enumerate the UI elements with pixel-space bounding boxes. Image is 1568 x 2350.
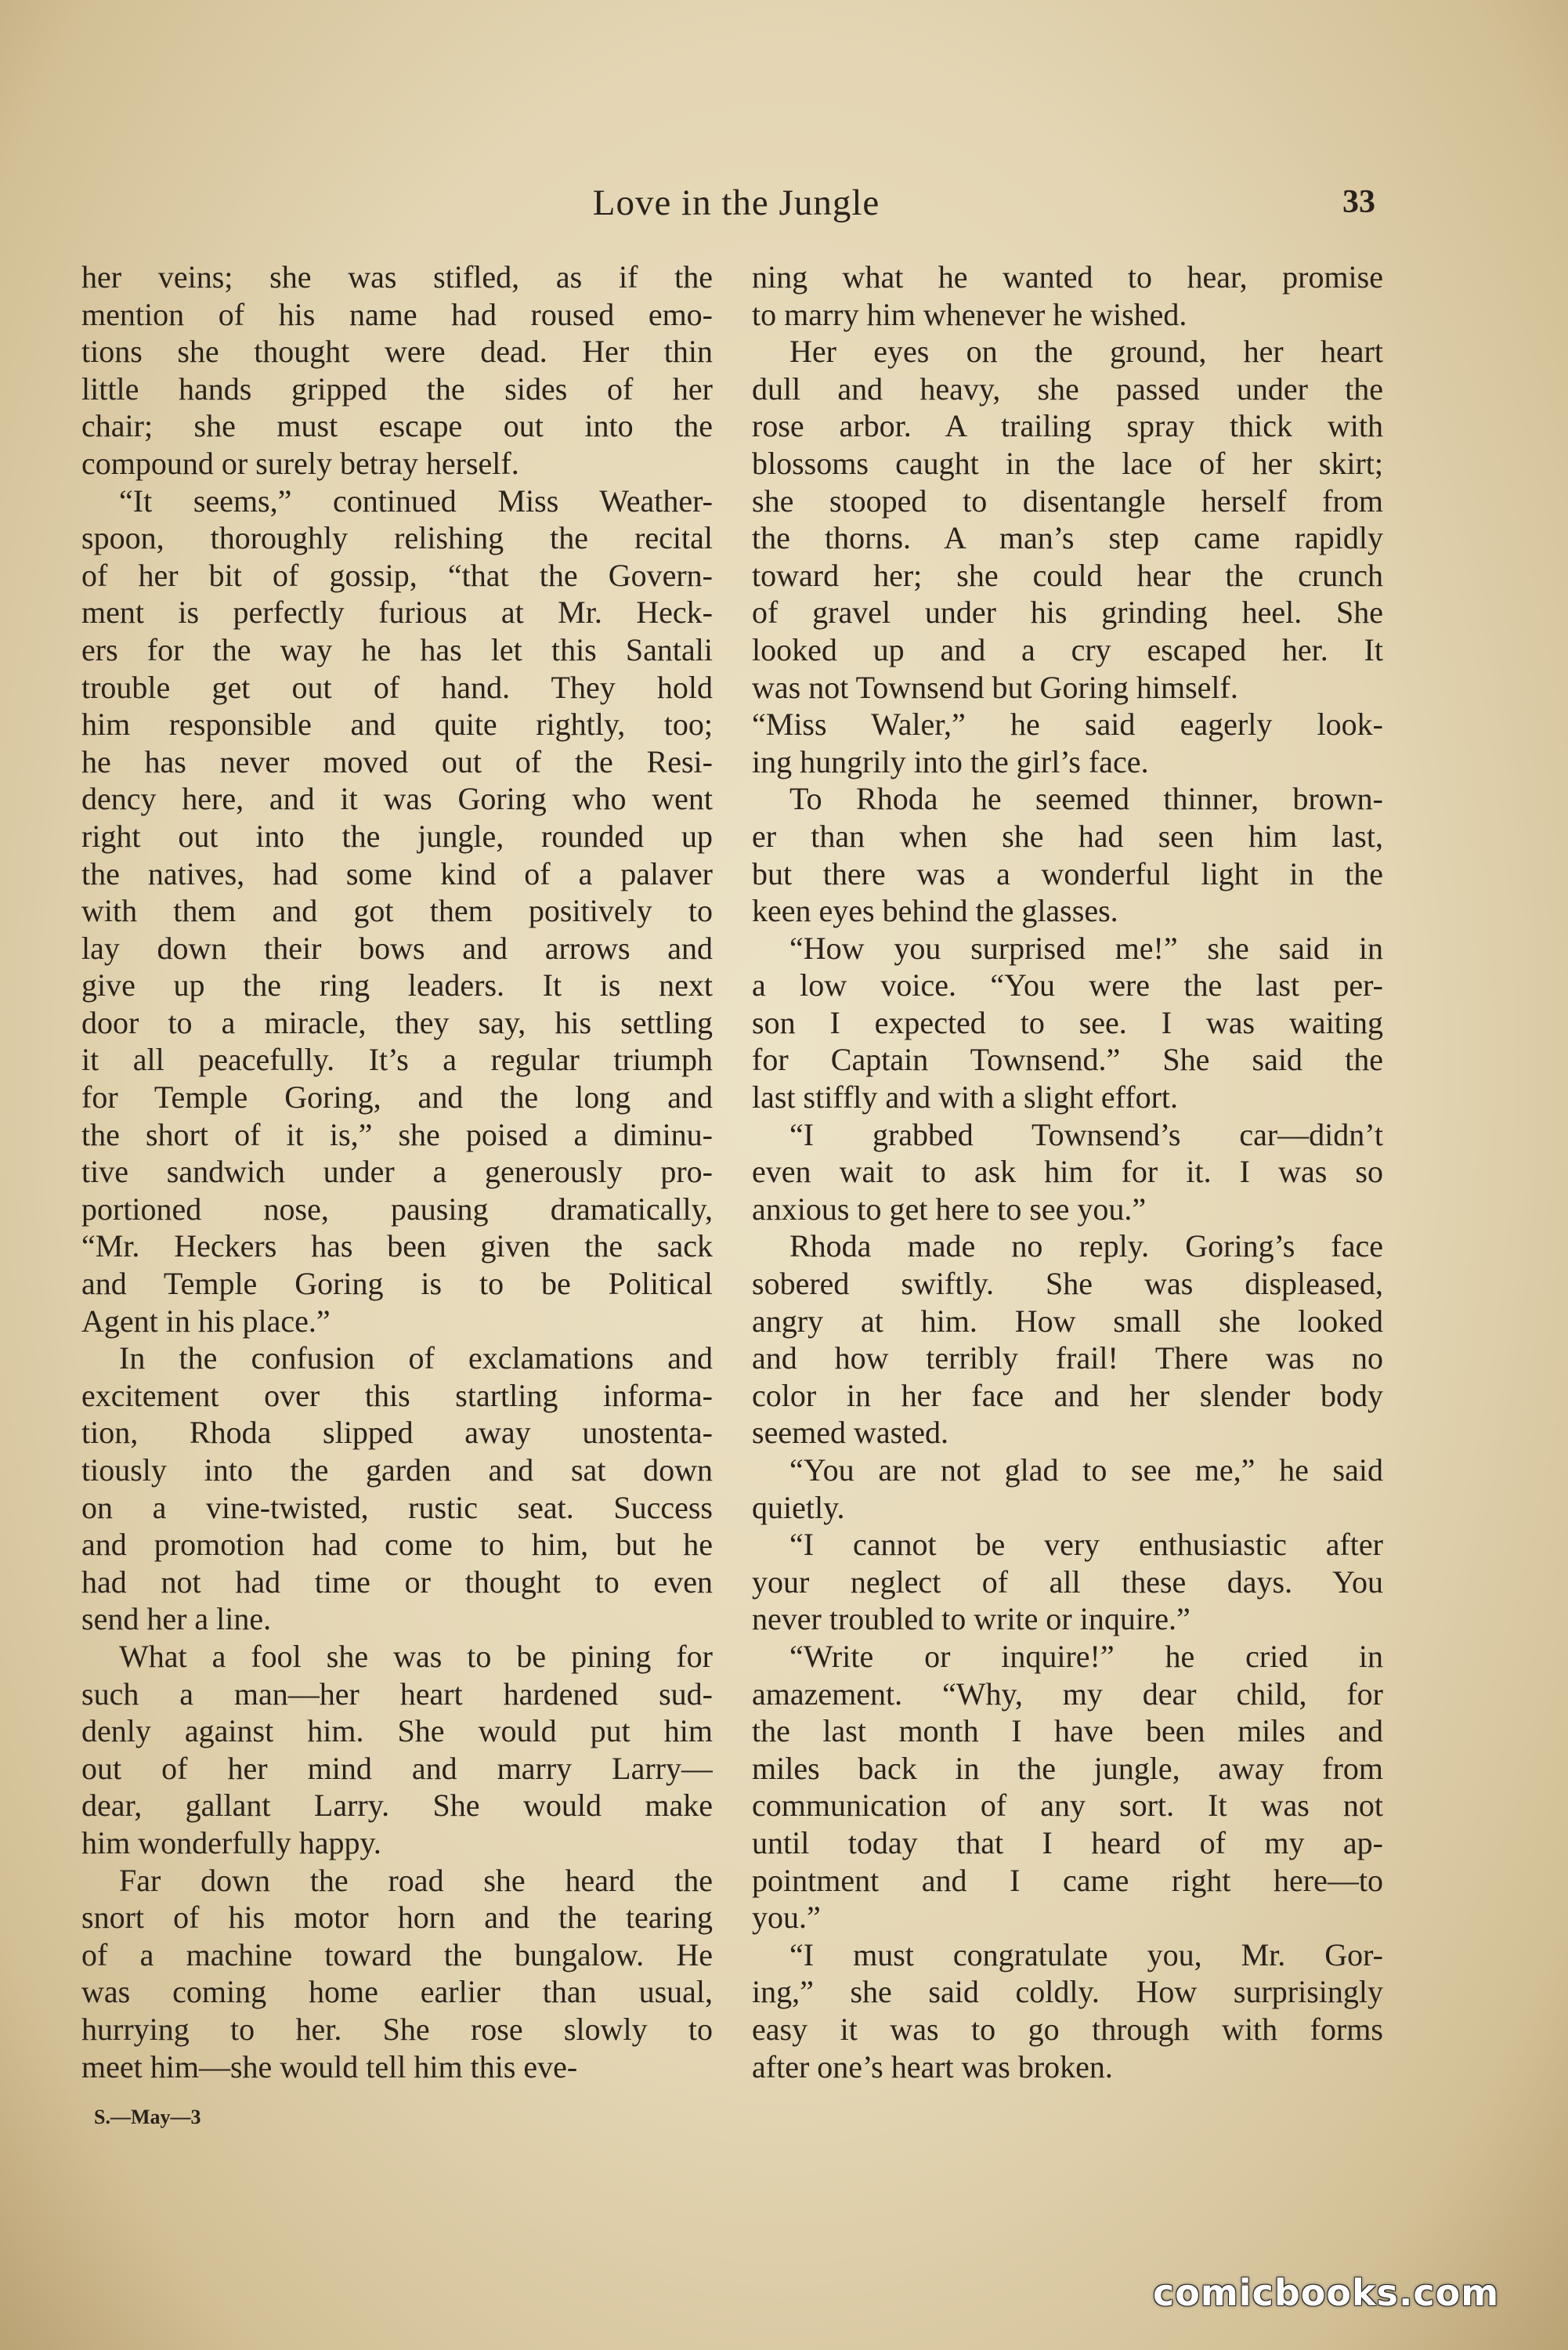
text-line: dear, gallant Larry. She would make: [81, 1788, 713, 1824]
text-line: after one’s heart was broken.: [752, 2048, 1113, 2084]
text-line: tiously into the garden and sat down: [81, 1452, 713, 1488]
text-line: “I grabbed Townsend’s car—didn’t: [789, 1116, 1383, 1152]
text-line: quietly.: [752, 1489, 845, 1525]
text-line: but there was a wonderful light in the: [752, 855, 1383, 891]
text-line: “I must congratulate you, Mr. Gor-: [789, 1936, 1383, 1972]
page-number: 33: [1342, 184, 1375, 220]
text-line: was not Townsend but Goring himself.: [752, 669, 1238, 705]
text-line: her veins; she was stifled, as if the: [81, 259, 713, 295]
text-line: son I expected to see. I was waiting: [752, 1004, 1383, 1040]
text-line: communication of any sort. It was not: [752, 1788, 1383, 1824]
text-line: ers for the way he has let this Santali: [81, 631, 713, 667]
text-line: the last month I have been miles and: [752, 1713, 1383, 1749]
text-line: spoon, thoroughly relishing the recital: [81, 520, 713, 556]
text-line: trouble get out of hand. They hold: [81, 669, 713, 705]
text-line: to marry him whenever he wished.: [752, 296, 1187, 332]
text-line: anxious to get here to see you.”: [752, 1191, 1147, 1227]
text-line: angry at him. How small she looked: [752, 1303, 1383, 1339]
text-line: meet him—she would tell him this eve-: [81, 2048, 578, 2084]
text-line: snort of his motor horn and the tearing: [81, 1900, 713, 1936]
text-line: easy it was to go through with forms: [752, 2011, 1383, 2047]
text-line: Far down the road she heard the: [119, 1862, 713, 1898]
right-text-column: [752, 258, 1383, 2085]
text-line: “I cannot be very enthusiastic after: [789, 1527, 1383, 1563]
text-line: ment is perfectly furious at Mr. Heck-: [81, 595, 713, 631]
text-line: had not had time or thought to even: [81, 1564, 713, 1600]
text-line: of gravel under his grinding heel. She: [752, 595, 1383, 631]
text-line: dull and heavy, she passed under the: [752, 371, 1383, 407]
text-line: of her bit of gossip, “that the Govern-: [81, 557, 713, 593]
running-title: Love in the Jungle: [592, 183, 880, 223]
text-line: ing,” she said coldly. How surprisingly: [752, 1974, 1383, 2010]
text-line: door to a miracle, they say, his settling: [81, 1004, 713, 1040]
text-line: last stiffly and with a slight effort.: [752, 1079, 1179, 1115]
text-line: Rhoda made no reply. Goring’s face: [789, 1228, 1383, 1264]
text-line: it all peacefully. It’s a regular triumph: [81, 1042, 713, 1078]
text-line: even wait to ask him for it. I was so: [752, 1154, 1383, 1190]
text-line: the thorns. A man’s step came rapidly: [752, 520, 1383, 556]
text-line: out of her mind and marry Larry—: [81, 1750, 713, 1786]
text-line: rose arbor. A trailing spray thick with: [752, 408, 1383, 444]
text-line: keen eyes behind the glasses.: [752, 893, 1118, 929]
text-line: tions she thought were dead. Her thin: [81, 334, 713, 370]
text-line: amazement. “Why, my dear child, for: [752, 1676, 1383, 1712]
text-line: was coming home earlier than usual,: [81, 1974, 713, 2010]
text-line: ing hungrily into the girl’s face.: [752, 743, 1149, 779]
site-watermark: comicbooks.com: [1153, 2272, 1500, 2314]
text-line: looked up and a cry escaped her. It: [752, 631, 1383, 667]
text-line: your neglect of all these days. You: [752, 1564, 1383, 1600]
text-line: blossoms caught in the lace of her skirt;: [752, 445, 1383, 481]
text-line: sobered swiftly. She was displeased,: [752, 1266, 1383, 1302]
text-line: chair; she must escape out into the: [81, 408, 713, 444]
text-line: hurrying to her. She rose slowly to: [81, 2011, 713, 2047]
text-line: To Rhoda he seemed thinner, brown-: [789, 781, 1383, 817]
text-line: never troubled to write or inquire.”: [752, 1601, 1190, 1637]
text-line: with them and got them positively to: [81, 893, 713, 929]
text-line: lay down their bows and arrows and: [81, 930, 713, 966]
text-line: and promotion had come to him, but he: [81, 1527, 713, 1563]
text-line: denly against him. She would put him: [81, 1713, 713, 1749]
text-line: tion, Rhoda slipped away unostenta-: [81, 1415, 713, 1451]
text-line: the short of it is,” she poised a diminu-: [81, 1116, 713, 1152]
text-line: for Captain Townsend.” She said the: [752, 1042, 1383, 1078]
text-line: give up the ring leaders. It is next: [81, 967, 713, 1003]
text-line: him wonderfully happy.: [81, 1824, 381, 1860]
text-line: “It seems,” continued Miss Weather-: [119, 483, 713, 519]
text-line: In the confusion of exclamations and: [119, 1340, 713, 1376]
text-line: and Temple Goring is to be Political: [81, 1266, 713, 1302]
text-line: color in her face and her slender body: [752, 1377, 1383, 1413]
text-line: What a fool she was to be pining for: [119, 1638, 713, 1674]
text-line: the natives, had some kind of a palaver: [81, 855, 713, 891]
text-line: excitement over this startling informa-: [81, 1377, 713, 1413]
text-line: little hands gripped the sides of her: [81, 371, 713, 407]
text-line: he has never moved out of the Resi-: [81, 743, 713, 779]
text-line: miles back in the jungle, away from: [752, 1750, 1383, 1786]
text-line: ning what he wanted to hear, promise: [752, 259, 1383, 295]
text-line: “Miss Waler,” he said eagerly look-: [752, 707, 1383, 743]
text-line: toward her; she could hear the crunch: [752, 557, 1383, 593]
text-line: er than when she had seen him last,: [752, 818, 1383, 854]
text-line: seemed wasted.: [752, 1415, 949, 1451]
text-line: she stooped to disentangle herself from: [752, 483, 1383, 519]
page-header: [0, 182, 1568, 237]
text-line: portioned nose, pausing dramatically,: [81, 1191, 713, 1227]
text-line: “Write or inquire!” he cried in: [789, 1638, 1383, 1674]
signature-mark: S.—May—3: [94, 2106, 201, 2128]
text-line: such a man—her heart hardened sud-: [81, 1676, 713, 1712]
text-line: Her eyes on the ground, her heart: [789, 334, 1383, 370]
text-line: Agent in his place.”: [81, 1303, 331, 1339]
text-line: him responsible and quite rightly, too;: [81, 707, 713, 743]
text-line: on a vine-twisted, rustic seat. Success: [81, 1489, 713, 1525]
text-line: send her a line.: [81, 1601, 272, 1637]
text-line: dency here, and it was Goring who went: [81, 781, 713, 817]
left-text-column: [81, 258, 713, 2085]
text-line: for Temple Goring, and the long and: [81, 1079, 713, 1115]
text-line: you.”: [752, 1900, 821, 1936]
text-line: a low voice. “You were the last per-: [752, 967, 1383, 1003]
text-line: mention of his name had roused emo-: [81, 296, 713, 332]
text-line: pointment and I came right here—to: [752, 1862, 1383, 1898]
text-line: right out into the jungle, rounded up: [81, 818, 713, 854]
text-line: “Mr. Heckers has been given the sack: [81, 1228, 713, 1264]
text-line: of a machine toward the bungalow. He: [81, 1936, 713, 1972]
text-line: “How you surprised me!” she said in: [789, 930, 1383, 966]
text-line: and how terribly frail! There was no: [752, 1340, 1383, 1376]
text-line: tive sandwich under a generously pro-: [81, 1154, 713, 1190]
text-line: “You are not glad to see me,” he said: [789, 1452, 1383, 1488]
text-line: compound or surely betray herself.: [81, 445, 519, 481]
text-line: until today that I heard of my ap-: [752, 1824, 1383, 1860]
